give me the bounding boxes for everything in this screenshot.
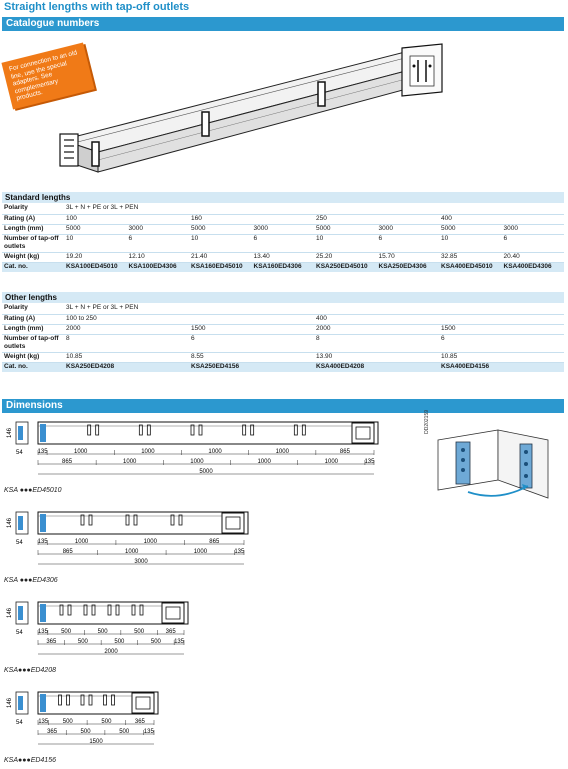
table-cell: 6 <box>377 234 440 252</box>
row-label: Rating (A) <box>2 314 64 324</box>
table-row <box>2 334 564 352</box>
table-cell <box>439 204 502 214</box>
table-cell: 1500 <box>189 324 314 334</box>
dimension-value: 500 <box>119 729 130 735</box>
row-label: Polarity <box>2 204 64 214</box>
table-row <box>2 352 564 362</box>
table-cell <box>189 314 314 324</box>
standard-lengths-heading: Standard lengths <box>2 192 564 203</box>
table-cell: 3000 <box>252 224 315 234</box>
dimension-value: 1000 <box>123 459 137 465</box>
table-row <box>2 314 564 324</box>
dimensions-header: Dimensions <box>2 399 564 413</box>
dimension-value: 365 <box>134 719 145 725</box>
table-cell: KSA250ED45010 <box>314 262 377 272</box>
dimension-value: 135 <box>364 459 375 465</box>
dimension-drawing <box>2 598 202 662</box>
dimension-value: 865 <box>62 549 73 555</box>
total-length: 2000 <box>104 649 118 655</box>
table-cell: 10.85 <box>64 352 189 362</box>
table-cell: 160 <box>189 214 252 224</box>
height-label: 146 <box>7 607 13 618</box>
table-cell: 8 <box>64 334 189 352</box>
dimension-value: 135 <box>37 539 48 545</box>
table-cell: 13.40 <box>252 252 315 262</box>
dimension-value: 1000 <box>125 549 139 555</box>
table-row <box>2 252 564 262</box>
total-length: 1500 <box>89 739 103 745</box>
table-cell: 3000 <box>377 224 440 234</box>
dimension-value: 500 <box>80 729 91 735</box>
table-row <box>2 224 564 234</box>
row-label: Rating (A) <box>2 214 64 224</box>
table-cell <box>127 214 190 224</box>
table-cell: KSA160ED4306 <box>252 262 315 272</box>
total-length: 3000 <box>134 559 148 565</box>
catalogue-header: Catalogue numbers <box>2 17 564 31</box>
table-cell: 10 <box>314 234 377 252</box>
dimension-value: 135 <box>143 729 154 735</box>
dimension-value: 500 <box>101 719 112 725</box>
table-cell: 13.90 <box>314 352 439 362</box>
table-cell: 19.20 <box>64 252 127 262</box>
table-cell: 400 <box>314 314 439 324</box>
row-label: Weight (kg) <box>2 352 64 362</box>
table-cell: KSA250ED4208 <box>64 362 189 372</box>
dimension-value: 135 <box>37 449 48 455</box>
dimension-value: 500 <box>114 639 125 645</box>
table-cell: 6 <box>252 234 315 252</box>
dimension-value: 865 <box>339 449 350 455</box>
table-cell: 400 <box>439 214 502 224</box>
drawing-caption: KSA●●●ED4156 <box>4 757 56 764</box>
table-row <box>2 234 564 252</box>
dimension-drawing <box>2 688 172 752</box>
table-cell: 32.85 <box>439 252 502 262</box>
dimension-value: 1000 <box>141 449 155 455</box>
dimension-value: 865 <box>62 459 73 465</box>
table-cell <box>314 304 439 314</box>
table-cell: 6 <box>127 234 190 252</box>
row-label: Weight (kg) <box>2 252 64 262</box>
dimension-value: 1000 <box>143 539 157 545</box>
table-cell <box>439 304 564 314</box>
table-cell: 10 <box>439 234 502 252</box>
table-cell: KSA100ED4306 <box>127 262 190 272</box>
dimension-value: 365 <box>165 629 176 635</box>
table-row <box>2 324 564 334</box>
table-cell: KSA400ED45010 <box>439 262 502 272</box>
drawing-caption: KSA ●●●ED4306 <box>4 577 58 584</box>
row-label: Length (mm) <box>2 224 64 234</box>
table-cell: KSA400ED4306 <box>502 262 565 272</box>
table-row <box>2 204 564 214</box>
table-cell: KSA400ED4156 <box>439 362 564 372</box>
dimension-value: 1000 <box>73 449 88 455</box>
table-cell: 21.40 <box>189 252 252 262</box>
standard-lengths-table <box>2 204 564 272</box>
table-cell: 100 to 250 <box>64 314 189 324</box>
dimension-value: 135 <box>38 719 49 725</box>
table-cell: 3000 <box>127 224 190 234</box>
table-cell: 2000 <box>64 324 189 334</box>
drawing-caption: KSA●●●ED4208 <box>4 667 56 674</box>
table-cell: KSA160ED45010 <box>189 262 252 272</box>
dimension-value: 1000 <box>324 459 339 465</box>
dimension-value: 500 <box>150 639 161 645</box>
dimension-value: 135 <box>174 639 185 645</box>
width-label: 54 <box>16 630 23 636</box>
table-cell: 5000 <box>189 224 252 234</box>
table-cell: 10 <box>189 234 252 252</box>
height-label: 146 <box>7 427 13 438</box>
row-label: Length (mm) <box>2 324 64 334</box>
row-label: Polarity <box>2 304 64 314</box>
table-cell: 8 <box>314 334 439 352</box>
table-cell <box>377 204 440 214</box>
table-cell: 1500 <box>439 324 564 334</box>
table-cell: 5000 <box>64 224 127 234</box>
dimension-value: 500 <box>97 629 108 635</box>
dimension-value: 135 <box>234 549 245 555</box>
other-lengths-table <box>2 304 564 372</box>
table-cell <box>502 204 565 214</box>
table-cell: 3000 <box>502 224 565 234</box>
busbar-illustration <box>50 40 450 190</box>
other-lengths-heading: Other lengths <box>2 292 564 303</box>
table-cell <box>189 204 252 214</box>
height-label: 146 <box>7 517 13 528</box>
dimension-value: 865 <box>209 539 220 545</box>
table-cell: 10 <box>64 234 127 252</box>
table-cell: 5000 <box>314 224 377 234</box>
table-cell: 3L + N + PE or 3L + PEN <box>64 304 189 314</box>
dimension-value: 1000 <box>275 449 289 455</box>
table-cell: 8.55 <box>189 352 314 362</box>
dimension-drawing <box>2 418 392 482</box>
table-cell <box>377 214 440 224</box>
dimension-value: 135 <box>37 629 48 635</box>
dimension-drawing <box>2 508 262 572</box>
row-label: Number of tap-off outlets <box>2 234 64 252</box>
table-cell: 25.20 <box>314 252 377 262</box>
table-cell: KSA250ED4156 <box>189 362 314 372</box>
dimension-value: 1000 <box>190 459 204 465</box>
table-cell: 100 <box>64 214 127 224</box>
table-cell: 20.40 <box>502 252 565 262</box>
connection-detail-illustration <box>428 420 563 505</box>
table-cell: 3L + N + PE or 3L + PEN <box>64 204 127 214</box>
dimension-value: 500 <box>62 719 73 725</box>
table-cell <box>252 204 315 214</box>
table-cell <box>189 304 314 314</box>
table-cell: 6 <box>502 234 565 252</box>
dimension-value: 500 <box>77 639 88 645</box>
row-label: Number of tap-off outlets <box>2 334 64 352</box>
total-length: 5000 <box>199 469 213 475</box>
table-cell <box>314 204 377 214</box>
table-cell: 6 <box>189 334 314 352</box>
table-cell <box>252 214 315 224</box>
width-label: 54 <box>16 450 23 456</box>
dimension-value: 365 <box>46 639 57 645</box>
table-cell: 10.85 <box>439 352 564 362</box>
table-cell: 6 <box>439 334 564 352</box>
adapter-note: For connection to an old line, use the special adapters. See complementary products. <box>1 43 94 110</box>
drawing-caption: KSA ●●●ED45010 <box>4 487 62 494</box>
table-cell: 2000 <box>314 324 439 334</box>
height-label: 146 <box>7 697 13 708</box>
width-label: 54 <box>16 540 23 546</box>
dimension-value: 1000 <box>257 459 271 465</box>
table-row <box>2 304 564 314</box>
table-cell: 12.10 <box>127 252 190 262</box>
width-label: 54 <box>16 720 23 726</box>
table-cell <box>502 214 565 224</box>
dimension-value: 500 <box>61 629 72 635</box>
table-row <box>2 214 564 224</box>
table-cell: 250 <box>314 214 377 224</box>
page-title: Straight lengths with tap-off outlets <box>4 1 190 13</box>
table-cell <box>439 314 564 324</box>
dimension-value: 1000 <box>74 539 89 545</box>
table-cell: KSA100ED45010 <box>64 262 127 272</box>
table-cell: KSA250ED4306 <box>377 262 440 272</box>
dimension-value: 1000 <box>208 449 222 455</box>
table-cell: 15.70 <box>377 252 440 262</box>
dimension-value: 500 <box>134 629 145 635</box>
dimension-value: 1000 <box>193 549 208 555</box>
row-label: Cat. no. <box>2 262 64 272</box>
row-label: Cat. no. <box>2 362 64 372</box>
table-row <box>2 262 564 272</box>
dimension-value: 365 <box>47 729 58 735</box>
table-cell: 5000 <box>439 224 502 234</box>
table-row <box>2 362 564 372</box>
table-cell: KSA400ED4208 <box>314 362 439 372</box>
reference-code: DD202159 <box>424 410 430 434</box>
